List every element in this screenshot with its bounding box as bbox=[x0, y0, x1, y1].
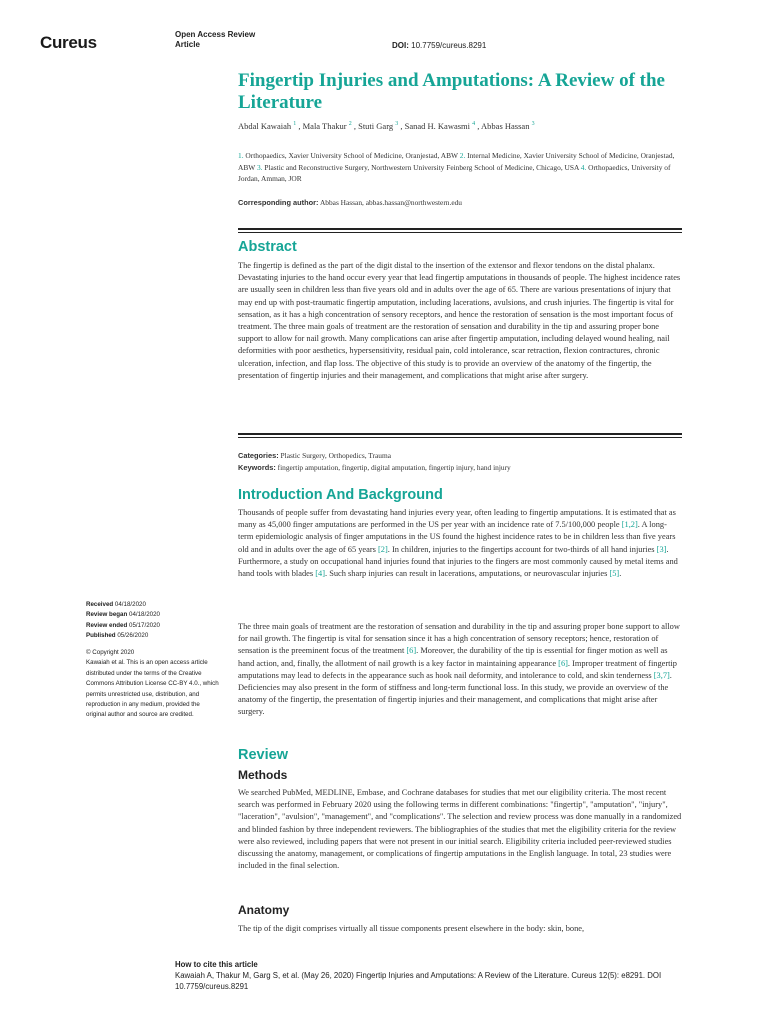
paragraph-text: Thousands of people suffer from devastating hand injuries every year, often leading to fingertip amputations. It is estimated that as many as 45,000 finger amputations are performed in the US per year with an incidence rate of 7.5/100,000 people bbox=[238, 508, 676, 530]
copyright-block bbox=[86, 648, 221, 721]
author-list: Abdal Kawaiah $^1$ , Mala Thakur $^2$ , Stuti Garg $^3$ , Sanad H. Kawasmi $^4$ , Abbas Hassan $^3$ bbox=[238, 121, 535, 131]
keywords-line bbox=[238, 462, 511, 474]
keywords-label: Keywords: bbox=[238, 462, 276, 472]
affiliation-number: 3. bbox=[256, 162, 265, 172]
review-ended-line bbox=[86, 621, 221, 631]
review-began-date: 04/18/2020 bbox=[129, 611, 160, 619]
published-label: Published bbox=[86, 632, 116, 640]
paragraph-text: . Improper treatment of fingertip amputations may lead to defects in the appearance such as hook nail deformity, and intolerance to cold, and skin tenderness bbox=[238, 658, 677, 680]
abstract-text: The fingertip is defined as the part of the digit distal to the insertion of the extensor and flexor tendons on the distal phalanx. Devastating injuries to the hand occur every year that lead fingertip amputations in thousands of people. The highest incidence rates are usually seen in children less than five years old and in adults over the age of 65. There are various presentations of injury that may end up with post-traumatic fingertip amputation, including lacerations, avulsions, and crush injuries. The fingertip is vital for sensation, as it has a high concentration of sensory receptors, and hence the restoration of sensation is the most important focus of treatment. The three main goals of treatment are the restoration of sensation and durability in the tip and assuring proper bone support to allow for nail growth. Many complications can arise after fingertip amputation, including delayed wound healing, nail deformities with poor aesthetics, hypersensitivity, residual pain, cold intolerance, scar retraction, flexion contractures, chronic ulceration, infection, and flap loss. The objective of this study is to provide an overview of the anatomy of the fingertip, the presentation of fingertip injuries and their management, and complications that might arise after surgery. bbox=[238, 261, 681, 380]
paragraph-text: . A long-term epidemiologic analysis of finger amputations in the US found the highest incidence rates to be in children less than five years old and in adults over the age of 65 years bbox=[238, 520, 676, 554]
cite-heading: How to cite this article bbox=[175, 960, 258, 969]
review-heading: Review bbox=[238, 747, 288, 763]
published-line bbox=[86, 631, 221, 641]
paragraph-text: . Deficiencies may also present in the form of stiffness and long-term functional loss. In this study, we provide an overview of the anatomy of the fingertip, the presentation of fingertip injuries and their management, and complications that might arise after surgery. bbox=[238, 670, 672, 717]
article-type bbox=[175, 30, 255, 50]
divider-bottom bbox=[238, 433, 682, 438]
methods-text: We searched PubMed, MEDLINE, Embase, and Cochrane databases for studies that met our eligibility criteria. The most recent search was performed in February 2020 using the following terms in different combinations: "fingertip", "amputation", "injury", "laceration", "avulsion", "management", and "complications". The selection and review process was done manually in a randomized and blinded fashion by three independent reviewers. The bibliographies of the studies that met the eligibility criteria for the review were also reviewed, including papers that were not present in our initial search. Eligibility criteria included peer-reviewed studies discussing the anatomy, management, or complications of fingertip amputations in the English language. In total, 23 studies were included in the final selection. bbox=[238, 788, 682, 871]
corresponding-value[interactable]: Abbas Hassan, abbas.hassan@northwestern.edu bbox=[319, 198, 462, 207]
citation-link[interactable]: [6] bbox=[558, 658, 568, 668]
citation-link[interactable]: [3] bbox=[656, 544, 667, 554]
intro-heading: Introduction And Background bbox=[238, 487, 443, 503]
anatomy-text: The tip of the digit comprises virtually all tissue components present elsewhere in the body: skin, bone, bbox=[238, 924, 585, 933]
categories-label: Categories: bbox=[238, 451, 279, 460]
author-affiliation-ref[interactable]: 3 bbox=[531, 121, 535, 128]
affiliation-number: 2. bbox=[459, 151, 468, 160]
review-ended-label: Review ended bbox=[86, 621, 128, 629]
copyright-line: © Copyright 2020 bbox=[86, 649, 135, 656]
article-type-line1: Open Access Review bbox=[175, 30, 256, 39]
author-affiliation-ref[interactable]: 3 bbox=[395, 121, 399, 128]
categories-value: Plastic Surgery, Orthopedics, Trauma bbox=[280, 451, 391, 460]
author-affiliation-ref[interactable]: 2 bbox=[348, 121, 352, 128]
keywords-block bbox=[238, 450, 511, 473]
article-title: Fingertip Injuries and Amputations: A Review of the Literature bbox=[238, 70, 665, 113]
review-began-label: Review began bbox=[86, 611, 128, 619]
paragraph-text: . In children, injuries to the fingertips account for two-thirds of all hand injuries bbox=[387, 544, 657, 554]
review-began-line bbox=[86, 610, 221, 620]
author-affiliation-ref[interactable]: 1 bbox=[293, 121, 297, 128]
paragraph-text: The three main goals of treatment are the restoration of sensation and durability in the tip and assuring proper bone support to allow for nail growth. The fingertip is vital for sensation since it has a high concentration of sensory receptors; hence, restoration of sensation is the preeminent focus of the treatment bbox=[238, 622, 680, 656]
abstract-heading: Abstract bbox=[238, 239, 297, 255]
keywords-value: fingertip amputation, fingertip, digital amputation, fingertip injury, hand injury bbox=[277, 462, 511, 472]
author-name: Abdal Kawaiah bbox=[238, 121, 294, 131]
intro-paragraph-2 bbox=[238, 621, 682, 719]
citation-link[interactable]: [1,2] bbox=[621, 520, 638, 530]
categories-line bbox=[238, 450, 511, 462]
paragraph-text: . bbox=[619, 569, 622, 579]
doi-label: DOI: bbox=[392, 41, 409, 50]
author-affiliation-ref[interactable]: 4 bbox=[472, 121, 476, 128]
citation-link[interactable]: [4] bbox=[315, 569, 325, 579]
corresponding-label: Corresponding author: bbox=[238, 198, 319, 207]
affiliation-text: Internal Medicine, Xavier University School of Medicine, Oranjestad, ABW bbox=[238, 151, 675, 172]
review-ended-date: 05/17/2020 bbox=[129, 621, 160, 629]
affiliation-number: 4. bbox=[580, 162, 589, 172]
corresponding-author bbox=[238, 198, 462, 207]
received-label: Received bbox=[86, 601, 114, 608]
methods-heading: Methods bbox=[238, 768, 288, 782]
how-to-cite bbox=[175, 959, 715, 992]
paragraph-text: . Moreover, the durability of the tip is essential for finger motion as well as hand action, and, finally, the allotment of nail growth is a key factor in maintaining appearance bbox=[238, 646, 668, 668]
review-dates bbox=[86, 600, 221, 642]
published-date: 05/26/2020 bbox=[117, 632, 149, 640]
license-text: Kawaiah et al. This is an open access article distributed under the terms of the Creative Commons Attribution License CC-BY 4.0., which permits unrestricted use, distribution, and reproduction in any medium, provided the original author and source are credited. bbox=[86, 659, 219, 719]
citation-link[interactable]: [2] bbox=[378, 544, 388, 554]
article-type-line2: Article bbox=[175, 40, 200, 49]
author-name: Stuti Garg bbox=[358, 121, 396, 131]
doi bbox=[392, 41, 486, 50]
affiliation-text: Plastic and Reconstructive Surgery, Northwestern University Feinberg School of Medicine, Chicago, USA bbox=[264, 162, 581, 172]
doi-value[interactable]: 10.7759/cureus.8291 bbox=[411, 41, 487, 50]
journal-logo: Cureus bbox=[40, 33, 97, 52]
received-line bbox=[86, 600, 221, 610]
affiliations bbox=[238, 150, 688, 185]
received-date: 04/18/2020 bbox=[114, 601, 146, 608]
author-name: Abbas Hassan bbox=[481, 121, 532, 131]
citation-link[interactable]: [5] bbox=[609, 569, 620, 579]
divider-top bbox=[238, 228, 682, 233]
citation-link[interactable]: [6] bbox=[406, 646, 417, 656]
cite-text: Kawaiah A, Thakur M, Garg S, et al. (May 26, 2020) Fingertip Injuries and Amputations: A Review of the Literature. Cureus 12(5): e8291. DOI 10.7759/cureus.8291 bbox=[175, 971, 662, 991]
affiliation-number: 1. bbox=[238, 151, 246, 160]
author-name: Mala Thakur bbox=[302, 121, 349, 131]
citation-link[interactable]: [3,7] bbox=[653, 670, 670, 680]
paragraph-text: . Furthermore, a study on occupational hand injuries found that injuries to the fingers are most commonly caused by metal items and hand tools with blades bbox=[238, 544, 678, 579]
paragraph-text: . Such sharp injuries can result in lacerations, amputations, or neurovascular injuries bbox=[325, 569, 610, 579]
affiliation-text: Orthopaedics, Xavier University School of Medicine, Oranjestad, ABW bbox=[245, 151, 460, 160]
anatomy-heading: Anatomy bbox=[238, 903, 290, 917]
author-name: Sanad H. Kawasmi bbox=[404, 121, 473, 131]
intro-paragraph-1 bbox=[238, 507, 682, 580]
affiliation-text: Orthopaedics, University of Jordan, Amman, JOR bbox=[238, 162, 671, 183]
